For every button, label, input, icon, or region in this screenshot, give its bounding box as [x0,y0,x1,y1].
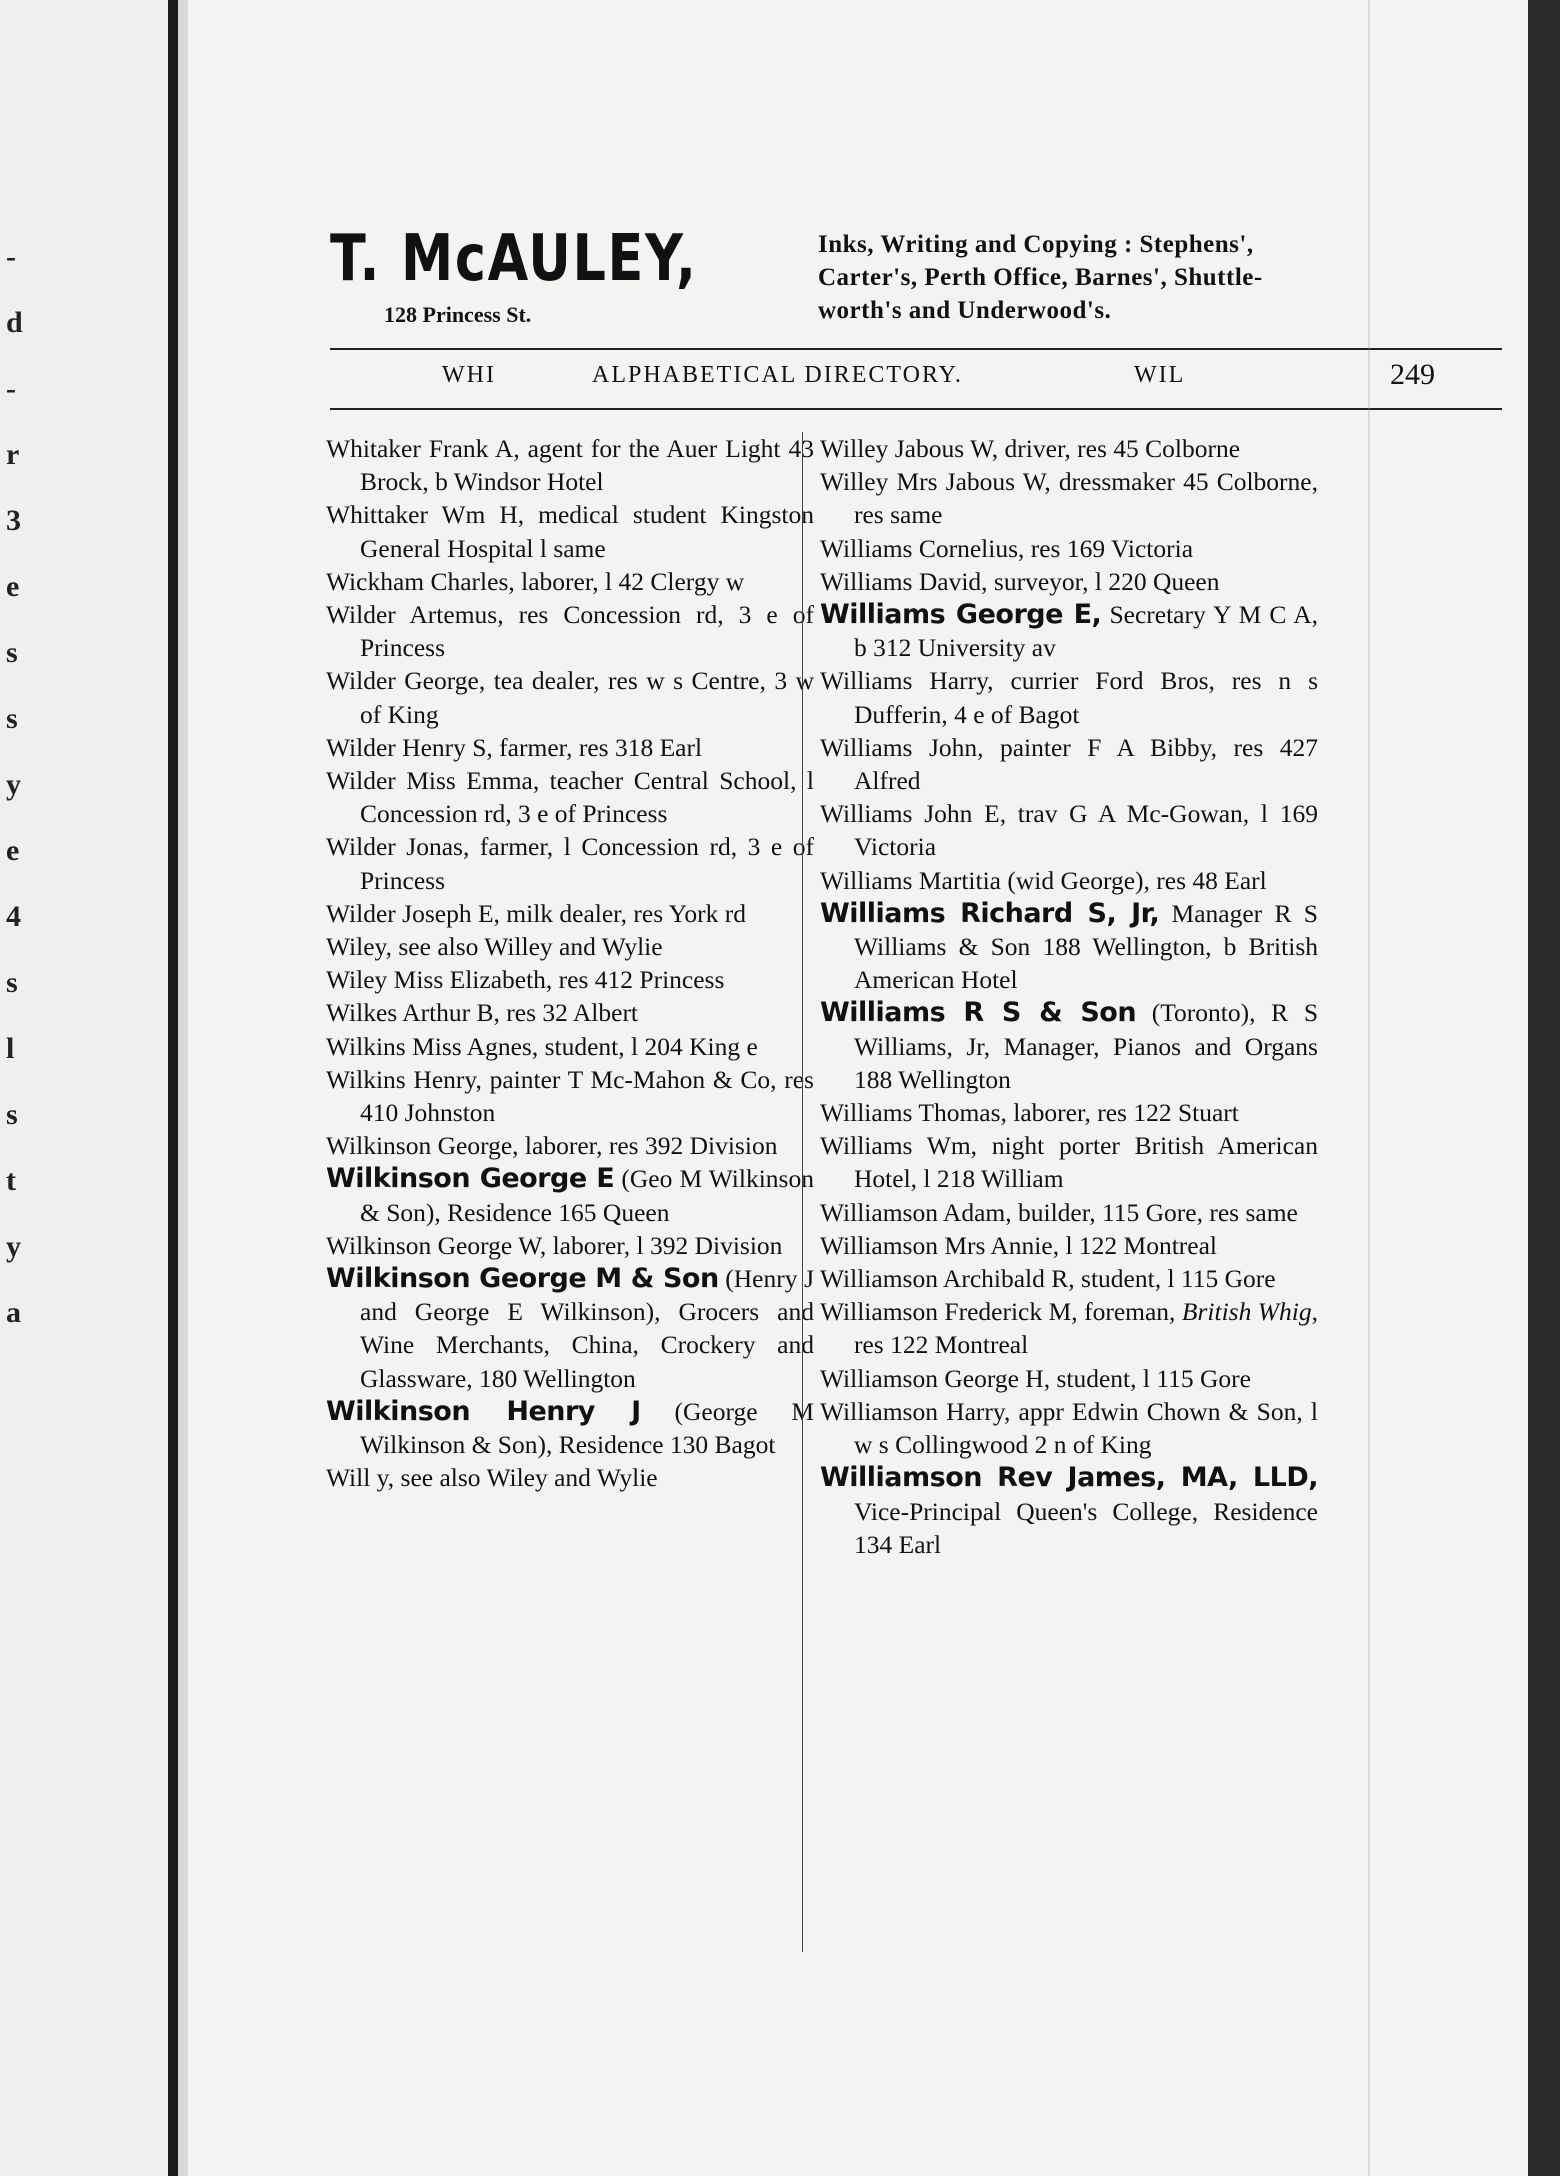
directory-entry [820,598,1318,664]
margin-fragment: y [6,1230,21,1263]
entry-text: Vice-Principal Queen's College, Residence 134 Earl [854,1496,1318,1559]
right-guide-word: WIL [1134,362,1186,388]
page-binding-edge [1528,0,1560,2176]
directory-entry [326,598,814,664]
directory-entry [820,465,1318,531]
entry-text: Wilkins Henry, painter T Mc-Mahon & Co, res 410 Johnston [326,1064,814,1128]
page-number: 249 [1390,358,1435,391]
entry-text: Willey Mrs Jabous W, dressmaker 45 Colborne, res same [820,467,1318,530]
entry-heading: Williamson Rev James, MA, LLD, [820,1462,1318,1494]
margin-fragment: s [6,1098,18,1131]
entry-text: Wilder Joseph E, milk dealer, res York rd [326,898,747,928]
scan-artifact [1368,0,1370,2176]
directory-entry [820,1196,1318,1229]
directory-entry [326,565,814,598]
margin-fragment: t [6,1164,16,1197]
advertiser-name: T. McAULEY, [330,222,698,296]
header-rule [330,348,1502,350]
entry-text: Wilder Jonas, farmer, l Concession rd, 3 e of Princess [326,832,814,895]
directory-page [188,0,1528,2176]
directory-entry [326,498,814,564]
directory-entry [820,1129,1318,1195]
margin-fragment: - [6,372,16,405]
margin-fragment: s [6,702,18,735]
entry-text: Wilkinson George, laborer, res 392 Division [326,1131,778,1161]
entry-text: Williams Thomas, laborer, res 122 Stuart [820,1098,1239,1128]
margin-fragment: e [6,834,20,867]
entry-text: Williams Martitia (wid George), res 48 Earl [820,865,1267,895]
directory-entry [820,797,1318,863]
entry-text: Williamson Harry, appr Edwin Chown & Son, l w s Collingwood 2 n of King [820,1396,1318,1460]
entry-text: Secretary Y M C A, b 312 University av [854,600,1318,663]
margin-fragment: l [6,1032,15,1065]
directory-entry [820,1295,1318,1361]
ad-line: worth's and Underwood's. [818,297,1112,324]
entry-text: Wilkins Miss Agnes, student, l 204 King e [326,1031,758,1061]
entry-text: Wilder Henry S, farmer, res 318 Earl [326,732,703,762]
entry-text: Williams Cornelius, res 169 Victoria [820,533,1194,563]
advertisement [330,222,1500,342]
directory-entry [326,1129,814,1162]
advertisement-text [818,228,1488,327]
directory-entry [326,897,814,930]
directory-entry [326,996,814,1029]
directory-entry [326,432,814,498]
directory-entry [820,731,1318,797]
entry-text: Whittaker Wm H, medical student Kingston General Hospital l same [326,500,814,563]
directory-entry [820,897,1318,997]
directory-entry [820,1461,1318,1561]
directory-entry [326,1162,814,1228]
directory-entry [326,1461,814,1494]
entry-text: Williams Wm, night porter British American Hotel, l 218 William [820,1131,1318,1194]
directory-entry [326,963,814,996]
directory-entry [326,764,814,830]
directory-entry [820,996,1318,1096]
running-head [330,358,1502,402]
entry-tail: , res 122 Montreal [854,1297,1318,1360]
entry-text: (Toronto), R S Williams, Jr, Manager, Pianos and Organs 188 Wellington [854,998,1319,1094]
directory-entry [326,664,814,730]
directory-entry [820,1395,1318,1461]
directory-entry [820,1362,1318,1395]
running-head-rule [330,408,1502,410]
entry-text: Wilder Artemus, res Concession rd, 3 e of Princess [326,600,814,663]
entry-text: (Henry J and George E Wilkinson), Grocers and Wine Merchants, China, Crockery and Glassware, 180 Wellington [360,1264,815,1393]
entry-heading: Wilkinson Henry J [326,1395,641,1427]
directory-entry [326,1395,814,1461]
entry-italic: British Whig [1181,1297,1312,1327]
directory-entry [820,1229,1318,1262]
directory-entry [326,1229,814,1262]
entry-heading: Williams Richard S, Jr, [820,897,1160,929]
margin-fragment: d [6,306,23,339]
entry-text: Williams John E, trav G A Mc-Gowan, l 169 Victoria [820,799,1318,862]
margin-fragment: y [6,768,21,801]
entry-text: Wickham Charles, laborer, l 42 Clergy w [326,566,745,596]
ad-line: Carter's, Perth Office, Barnes', Shuttle- [818,264,1263,291]
directory-entry [820,1096,1318,1129]
entry-text: Williamson Archibald R, student, l 115 Gore [820,1264,1276,1294]
entry-text: (George M Wilkinson & Son), Residence 130 Bagot [360,1396,814,1460]
directory-entry [326,731,814,764]
entry-text: Wiley, see also Willey and Wylie [326,932,663,962]
column-divider [802,432,803,1952]
adjacent-page-edge [0,0,178,2176]
directory-entry [820,565,1318,598]
entry-heading: Wilkinson George M & Son [326,1263,719,1295]
left-column [326,432,814,1495]
directory-entry [326,930,814,963]
directory-entry [326,1063,814,1129]
directory-entry [820,1262,1318,1295]
entry-text: (Geo M Wilkinson & Son), Residence 165 Queen [360,1164,814,1227]
entry-text: Wilkes Arthur B, res 32 Albert [326,998,639,1028]
margin-fragment: 3 [6,504,21,537]
entry-text: Wilder Miss Emma, teacher Central School, l Concession rd, 3 e of Princess [326,766,814,829]
advertiser-address: 128 Princess St. [384,302,532,327]
margin-fragment: s [6,966,18,999]
entry-text: Williams John, painter F A Bibby, res 427 Alfred [820,732,1318,796]
right-column [820,432,1318,1561]
entry-text: Williams David, surveyor, l 220 Queen [820,566,1220,596]
entry-text: Will y, see also Wiley and Wylie [326,1463,658,1493]
margin-fragment: - [6,240,16,273]
left-guide-word: WHI [442,362,496,388]
directory-entry [820,664,1318,730]
margin-fragment: e [6,570,20,603]
entry-text: Manager R S Williams & Son 188 Wellington, b British American Hotel [854,898,1318,995]
entry-text: Williamson Mrs Annie, l 122 Montreal [820,1230,1218,1260]
entry-heading: Williams George E, [820,599,1102,631]
directory-entry [326,1262,814,1395]
entry-text: Wilkinson George W, laborer, l 392 Division [326,1230,783,1260]
entry-text: Willey Jabous W, driver, res 45 Colborne [820,434,1241,463]
margin-fragment: s [6,636,18,669]
margin-fragment: 4 [6,900,21,933]
entry-text: Wilder George, tea dealer, res w s Centre, 3 w of King [326,666,814,729]
entry-text: Whitaker Frank A, agent for the Auer Light 43 Brock, b Windsor Hotel [326,434,814,497]
directory-entry [820,532,1318,565]
entry-text: Williamson Frederick M, foreman, [820,1297,1182,1327]
margin-fragment: a [6,1296,21,1329]
margin-fragment: r [6,438,20,471]
directory-entry [820,432,1318,465]
entry-heading: Williams R S & Son [820,997,1137,1029]
entry-heading: Wilkinson George E [326,1163,615,1195]
running-title: ALPHABETICAL DIRECTORY. [592,362,963,388]
directory-entry [326,830,814,896]
directory-entry [326,1030,814,1063]
entry-text: Williamson George H, student, l 115 Gore [820,1363,1251,1393]
ad-line: Inks, Writing and Copying : Stephens', [818,231,1254,258]
directory-entry [820,864,1318,897]
entry-text: Wiley Miss Elizabeth, res 412 Princess [326,965,725,995]
entry-text: Williams Harry, currier Ford Bros, res n s Dufferin, 4 e of Bagot [820,666,1318,729]
entry-text: Williamson Adam, builder, 115 Gore, res same [820,1197,1298,1227]
